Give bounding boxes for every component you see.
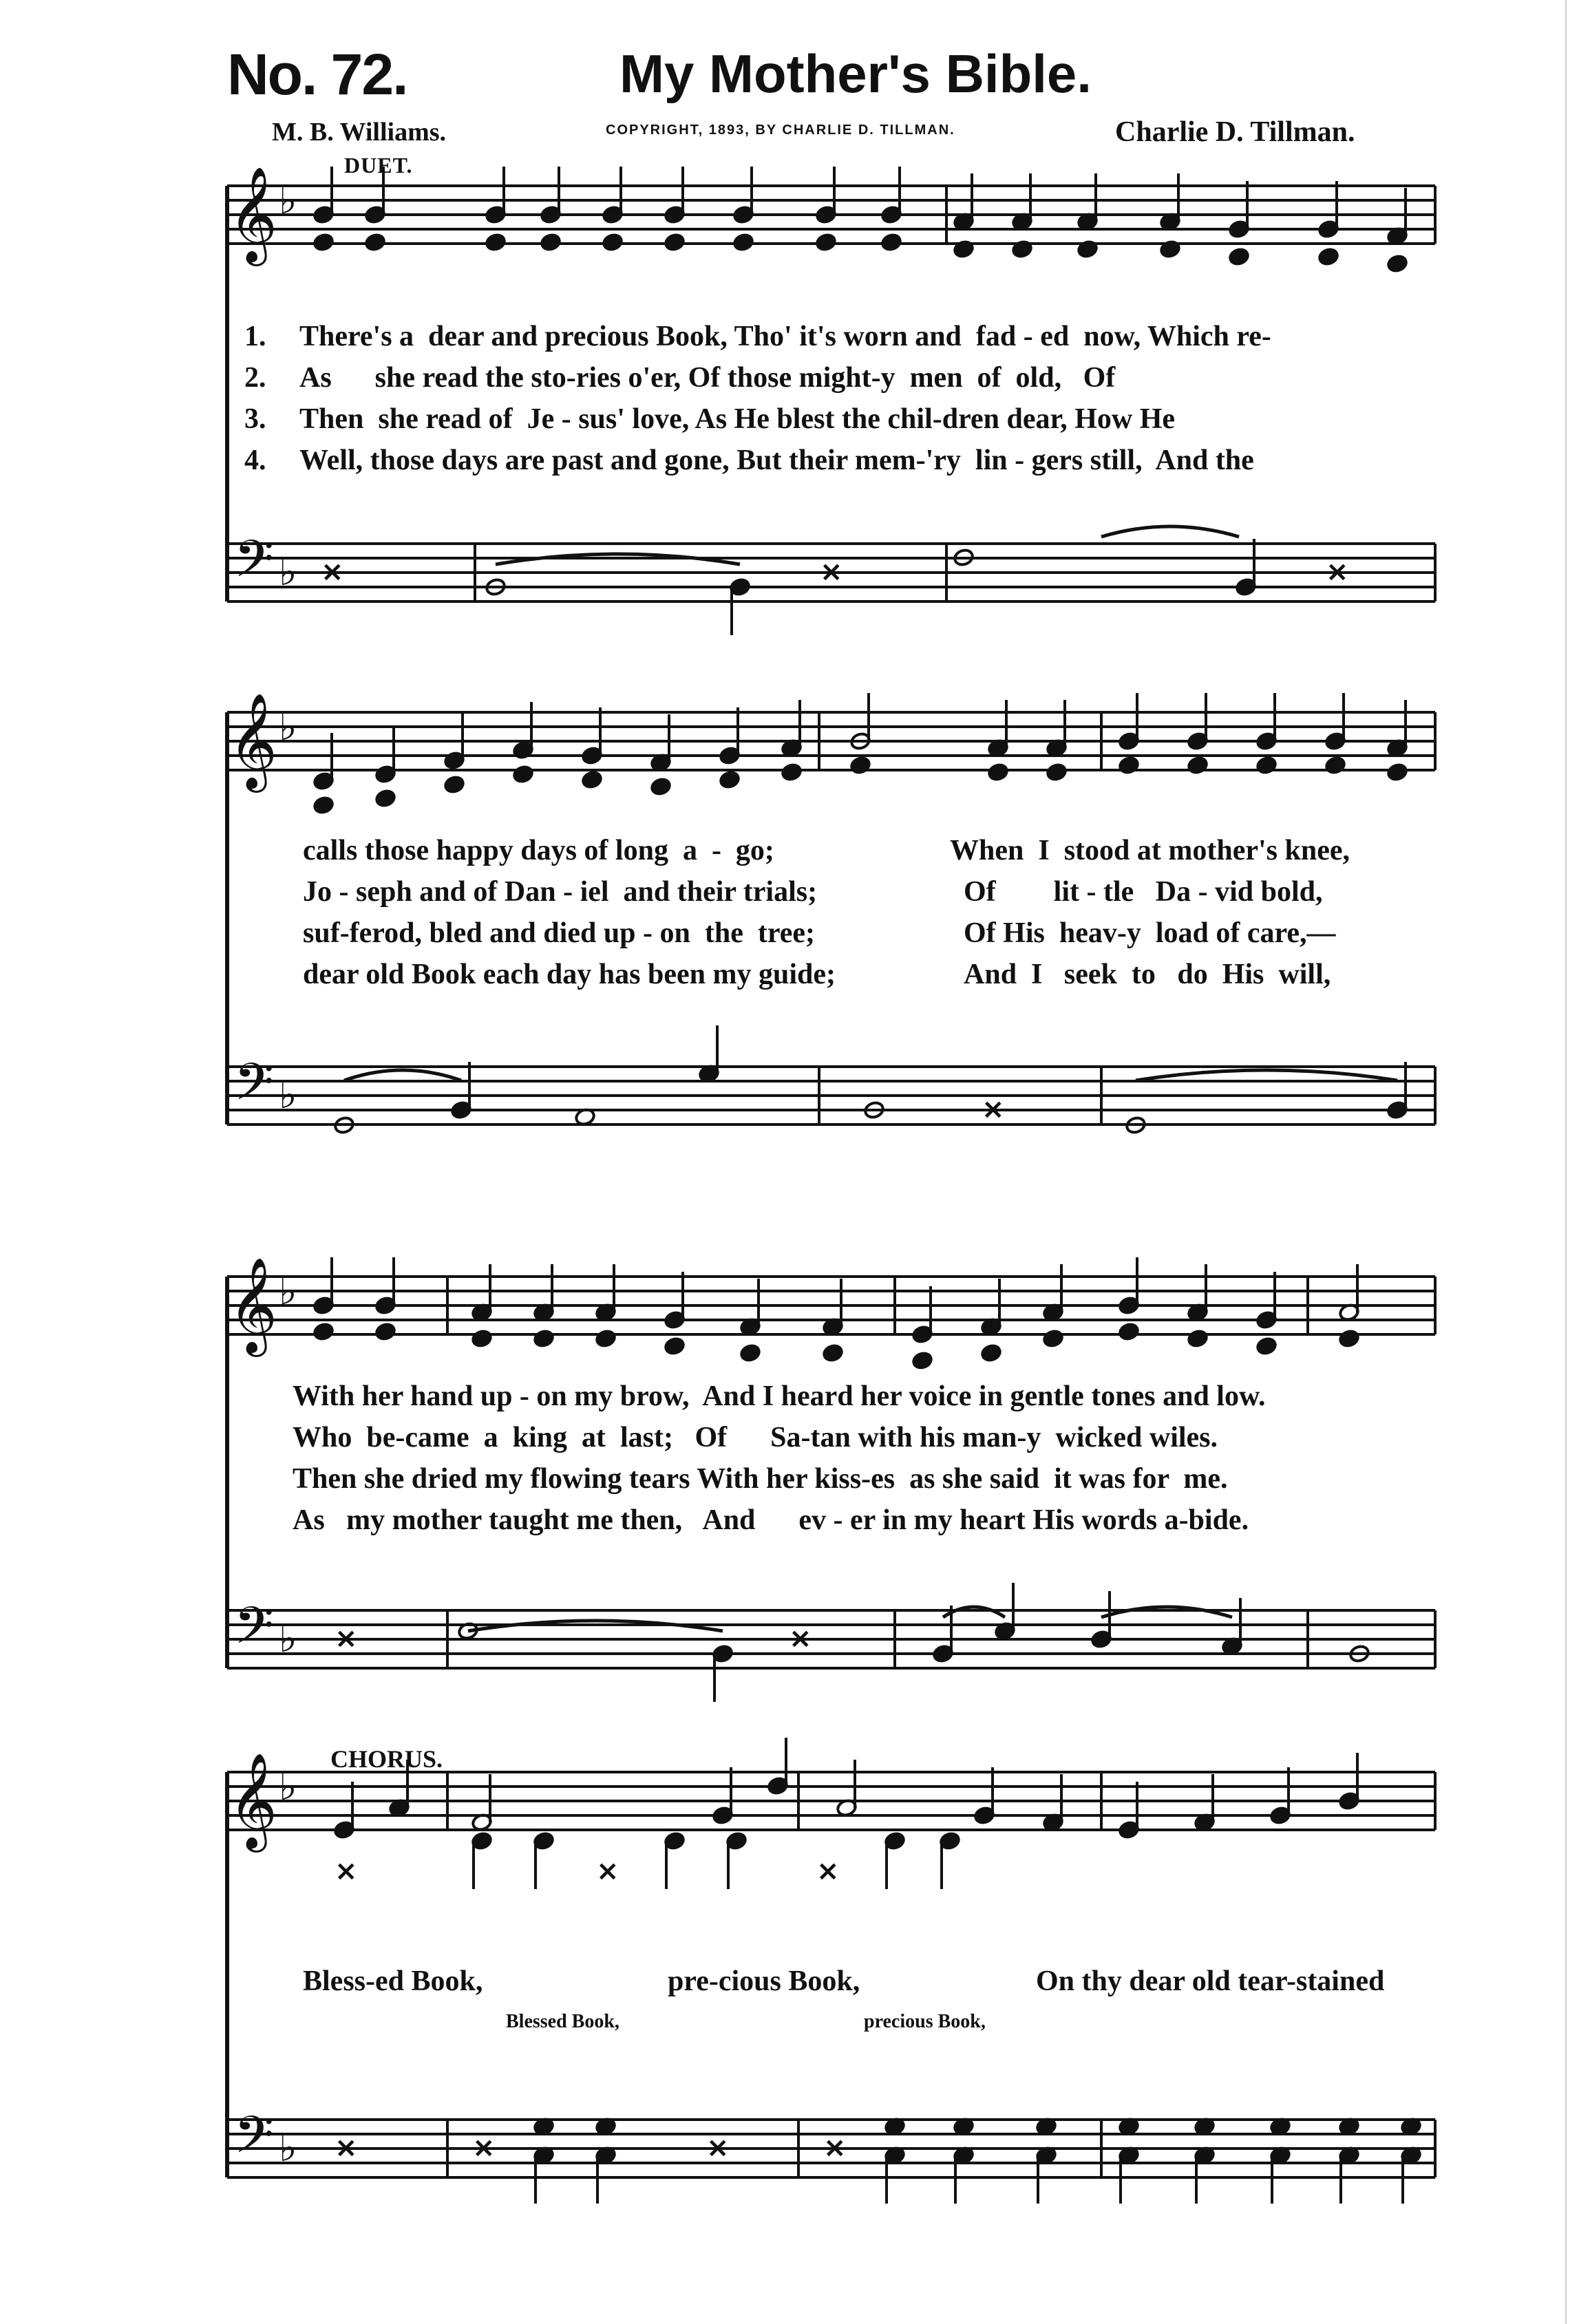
rest-mark: × — [1326, 556, 1349, 588]
note-head — [880, 233, 902, 252]
treble-clef: 𝄞 — [229, 693, 277, 789]
note-head — [1386, 254, 1408, 273]
note-head — [581, 770, 602, 789]
s2-right-3: Of His heav-y load of care,— — [964, 917, 1336, 949]
verse-text: Then she read of Je - sus' love, As He blest the chil-dren dear, How He — [299, 403, 1176, 435]
note-head — [650, 777, 671, 796]
s3-line-2: Who be-came a king at last; Of Sa-tan with his man-y wicked wiles. — [293, 1422, 1218, 1453]
s2-left-2: Jo - seph and of Dan - iel and their trials; — [303, 876, 818, 908]
note-head — [739, 1343, 761, 1363]
s2-right-1: When I stood at mother's knee, — [950, 835, 1350, 866]
flat-sign: ♭ — [279, 1617, 297, 1661]
note-head — [485, 233, 506, 252]
verse-num: 2. — [244, 362, 266, 394]
verse-num: 4. — [244, 445, 266, 476]
hymn-author: M. B. Williams. — [272, 118, 447, 147]
hymn-composer: Charlie D. Tillman. — [1115, 116, 1355, 148]
rest-mark: × — [820, 556, 843, 588]
bass-echo-1: Blessed Book, — [506, 2011, 619, 2032]
note-head — [815, 233, 836, 252]
verse-text: As she read the sto-ries o'er, Of those might-y men of old, Of — [299, 362, 1116, 394]
note-head — [312, 1322, 334, 1341]
note-head — [732, 233, 754, 252]
note-head — [1187, 1329, 1208, 1348]
rest-mark: × — [335, 2132, 358, 2164]
flat-sign: ♭ — [279, 1269, 297, 1314]
note-head — [1324, 756, 1346, 775]
s3-line-4: As my mother taught me then, And ev - er in my heart His words a-bide. — [293, 1504, 1249, 1536]
note-head — [1255, 1336, 1277, 1356]
note-head — [443, 775, 465, 794]
note-head — [1228, 247, 1249, 266]
flat-sign: ♭ — [279, 2126, 297, 2171]
chorus-label: CHORUS. — [330, 1745, 443, 1773]
rest-mark: × — [982, 1094, 1005, 1125]
note-head — [1042, 1329, 1063, 1348]
rest-mark: × — [321, 556, 344, 588]
note-head — [512, 765, 533, 784]
flat-sign: ♭ — [279, 178, 297, 223]
note-head — [1118, 756, 1139, 775]
note-head — [719, 770, 740, 789]
note-head — [1255, 756, 1277, 775]
flat-sign: ♭ — [279, 1765, 297, 1809]
rest-mark: × — [789, 1623, 812, 1654]
note-head — [364, 233, 385, 252]
treble-clef: 𝄞 — [229, 1257, 277, 1353]
rest-mark: × — [335, 1855, 358, 1887]
note-head — [312, 233, 334, 252]
tie-arc — [1101, 1607, 1232, 1617]
s3-line-1: With her hand up - on my brow, And I heard her voice in gentle tones and low. — [293, 1380, 1266, 1412]
rest-mark: × — [472, 2132, 496, 2164]
s2-left-1: calls those happy days of long a - go; — [303, 835, 774, 866]
note-head — [664, 1336, 685, 1356]
tie-arc — [1101, 526, 1239, 537]
note-head — [540, 233, 561, 252]
s2-right-2: Of lit - tle Da - vid bold, — [964, 876, 1323, 908]
chorus-word-3: On thy dear old tear-stained — [1036, 1965, 1385, 1997]
flat-sign: ♭ — [279, 1073, 297, 1118]
s2-left-4: dear old Book each day has been my guide; — [303, 959, 836, 990]
note-head — [312, 796, 334, 815]
bass-clef: 𝄢 — [234, 529, 274, 601]
verse-num: 3. — [244, 403, 266, 435]
note-head — [664, 233, 685, 252]
flat-sign: ♭ — [279, 705, 297, 749]
hymn-title: My Mother's Bible. — [619, 43, 1092, 104]
note-head — [911, 1351, 933, 1370]
tie-arc — [344, 1070, 461, 1080]
bass-clef: 𝄢 — [234, 1052, 274, 1124]
note-head — [1118, 1322, 1139, 1341]
note-head — [374, 1322, 396, 1341]
rest-mark: × — [596, 1855, 619, 1887]
verse-4-line — [244, 444, 1254, 477]
treble-clef: 𝄞 — [229, 1753, 277, 1848]
note-head — [602, 233, 623, 252]
note-head — [471, 1329, 492, 1348]
duet-label: DUET. — [344, 153, 413, 178]
note-head — [1338, 1329, 1359, 1348]
verse-3-line — [244, 403, 1175, 436]
note-head — [849, 756, 871, 775]
chorus-word-2: pre-cious Book, — [668, 1965, 860, 1997]
note-head — [987, 763, 1008, 782]
note-head — [374, 789, 396, 808]
note-head — [1386, 763, 1408, 782]
note-head — [822, 1343, 843, 1363]
note-head — [1317, 247, 1339, 266]
rest-mark: × — [823, 2132, 847, 2164]
note-head — [781, 763, 802, 782]
rest-mark: × — [706, 2132, 730, 2164]
flat-sign: ♭ — [279, 550, 297, 595]
treble-clef: 𝄞 — [229, 167, 277, 262]
bass-clef: 𝄢 — [234, 1596, 274, 1668]
rest-mark: × — [335, 1623, 358, 1654]
hymn-copyright: COPYRIGHT, 1893, BY CHARLIE D. TILLMAN. — [606, 122, 955, 138]
bass-clef: 𝄢 — [234, 2105, 274, 2177]
verse-text: Well, those days are past and gone, But their mem-'ry lin - gers still, And the — [299, 445, 1254, 476]
verse-text: There's a dear and precious Book, Tho' it's worn and fad - ed now, Which re- — [299, 321, 1271, 352]
rest-mark: × — [816, 1855, 840, 1887]
s2-left-3: suf-ferod, bled and died up - on the tree; — [303, 917, 816, 949]
note-head — [533, 1329, 554, 1348]
note-head — [595, 1329, 616, 1348]
note-head — [1187, 756, 1208, 775]
chorus-word-1: Bless-ed Book, — [303, 1965, 483, 1997]
note-head — [980, 1343, 1002, 1363]
bass-echo-2: precious Book, — [864, 2011, 986, 2032]
note-head — [1046, 763, 1067, 782]
hymn-number: No. 72. — [227, 42, 407, 107]
s2-right-4: And I seek to do His will, — [964, 959, 1331, 990]
verse-1-line — [244, 320, 1271, 353]
tie-arc — [1136, 1070, 1397, 1080]
s3-line-3: Then she dried my flowing tears With her kiss-es as she said it was for me. — [293, 1463, 1228, 1495]
verse-2-line — [244, 361, 1115, 394]
verse-num: 1. — [244, 321, 266, 352]
